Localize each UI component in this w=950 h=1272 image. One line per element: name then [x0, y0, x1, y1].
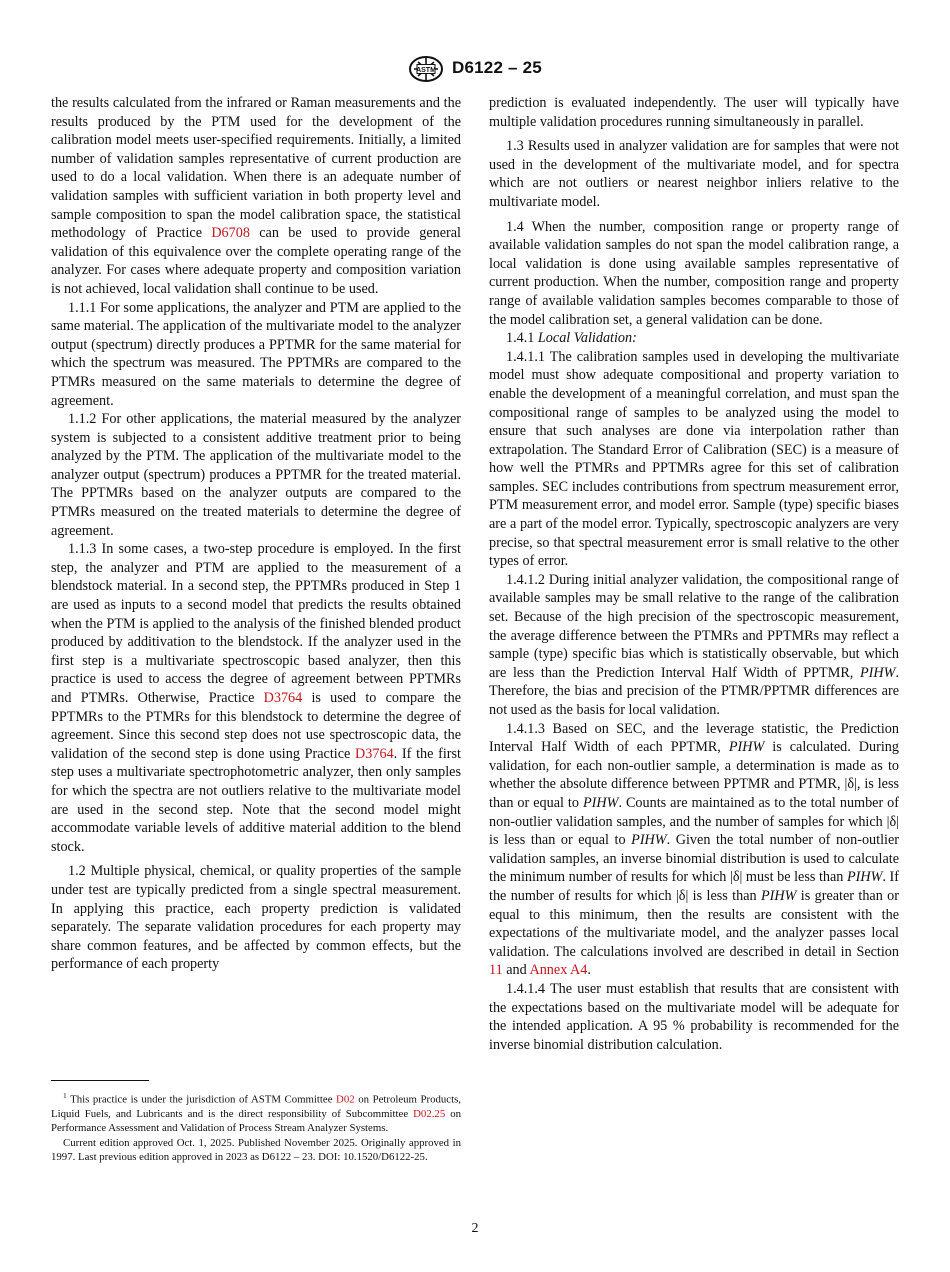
- link-d3764-second[interactable]: D3764: [355, 745, 394, 762]
- astm-logo-icon: [408, 56, 444, 82]
- link-annex-a4[interactable]: Annex A4: [529, 962, 588, 979]
- footnote-divider: [51, 1080, 149, 1081]
- paragraph-1-4-1-4: 1.4.1.4 The user must establish that results that are consistent with the expectations based on the multivariate model will be adequate for the intended application. A 95 % probability is recommended for the inverse binomial distribution calculation.: [489, 980, 899, 1053]
- link-subcommittee-d02-25[interactable]: D02.25: [413, 1108, 446, 1120]
- right-column: [489, 94, 899, 1054]
- paragraph-1-4-1: 1.4.1 Local Validation:: [506, 330, 637, 347]
- paragraph-1-4-1-3: 1.4.1.3 Based on SEC, and the leverage statistic, the Prediction Interval Half Width of each PPTMR, PIHW is calculated. During validation, for each non-outlier sample, a determination is made as to whether the absolute difference between PPTMR and PTMR, |δ|, is less than or equal to PIHW. Counts are maintained as to the total number of non-outlier validation samples, and the number of samples for which |δ| is less than or equal to PIHW. Given the total number of non-outlier validation samples, an inverse binomial distribution is used to calculate the minimum number of results for which |δ| must be less than PIHW. If the number of results for which |δ| is less than PIHW is greater than or equal to this minimum, then the results are consistent with the expectations of the multivariate model, and the analyzer passes local validation. The calculations involved are described in detail in Section 11 and Annex A4.: [489, 720, 899, 979]
- footnote-1: $^1$ This practice is under the jurisdiction of ASTM Committee D02 on Petroleum Products, Liquid Fuels, and Lubricants and is the direct responsibility of Subcommittee D02.25 on Performance Assessment and Validation of Process Stream Analyzer Systems.: [51, 1091, 461, 1135]
- page-header: [0, 56, 950, 82]
- paragraph-1-4-1-2: 1.4.1.2 During initial analyzer validation, the compositional range of available samples may be small relative to the range of the calibration set. Because of the high precision of the spectroscopic measurement, the average difference between the PTMRs and PPTMRs may reflect a sample (type) specific bias which is statistically observable, but which are less than the Prediction Interval Half Width of PPTMR, PIHW. Therefore, the bias and precision of the PTMR/PPTMR differences are not used as the basis for local validation.: [489, 571, 899, 718]
- link-committee-d02[interactable]: D02: [336, 1093, 355, 1106]
- link-section-11[interactable]: 11: [489, 962, 503, 979]
- paragraph-1-1-continued: the results calculated from the infrared or Raman measurements and the results produced by the PTM used for the development of the calibration model meets user-specified requirements. Initially, a limited number of validation samples representative of current production are used to do a local validation. When there is an adequate number of validation samples with sufficient variation in both property level and sample composition to span the model calibration space, the statistical methodology of Practice D6708 can be used to provide general validation of this equivalence over the complete operating range of the analyzer. For cases where adequate property and composition variation is not achieved, local validation shall continue to be used.: [51, 95, 461, 297]
- page-number: 2: [471, 1221, 479, 1236]
- paragraph-1-3: 1.3 Results used in analyzer validation are for samples that were not used in the development of the multivariate model, and for spectra which are not outliers or nearest neighbor inliers relative to the multivariate model.: [489, 138, 899, 210]
- paragraph-1-1-1: 1.1.1 For some applications, the analyzer and PTM are applied to the same material. The application of the multivariate model to the analyzer output (spectrum) directly produces a PPTMR for the same material for which the spectrum was measured. The PPTMRs are compared to the PTMRs measured on the same materials to determine the degree of agreement.: [51, 299, 461, 409]
- paragraph-1-1-3: 1.1.3 In some cases, a two-step procedure is employed. In the first step, the analyzer and PTM are applied to the measurement of a blendstock material. In a second step, the PPTMRs produced in Step 1 are used as inputs to a second model that predicts the results obtained when the PTM is applied to the analysis of the finished blended product produced by additivation to the blendstock. If the analyzer used in the first step is a multivariate spectroscopic based analyzer, then this practice is used to access the degree of agreement between PPTMRs and PTMRs. Otherwise, Practice D3764 is used to compare the PPTMRs to the PTMRs for this blendstock to determine the degree of agreement. Since this second step does not use spectroscopic data, the validation of the second step is done using Practice D3764. If the first step uses a multivariate spectrophotometric analyzer, then only samples for which the spectra are not outliers relative to the multivariate model are used in the second step. Note that the second model might accommodate variable levels of additive material addition to the blend stock.: [51, 541, 461, 855]
- footnotes: [51, 1089, 461, 1165]
- link-d6708[interactable]: D6708: [211, 225, 250, 242]
- paragraph-1-2-continued: prediction is evaluated independently. The user will typically have multiple validation procedures running simultaneously in parallel.: [489, 95, 899, 130]
- paragraph-1-4-1-1: 1.4.1.1 The calibration samples used in developing the multivariate model must show adequate compositional and property variation to enable the development of a meaningful correlation, and must span the compositional range of samples to be analyzed using the model to ensure that such analyses are done via interpolation rather than extrapolation. The Standard Error of Calibration (SEC) is a measure of how well the PTMRs and PPTMRs agree for this set of calibration samples. SEC includes contributions from spectrum measurement error, PTM measurement error, and model error. Sample (type) specific biases are a part of the model error. Typically, spectroscopic analyzers are very precise, so that spectral measurement error is small relative to the other types of error.: [489, 348, 899, 570]
- section-title-local-validation: Local Validation:: [537, 330, 637, 347]
- footnote-edition: Current edition approved Oct. 1, 2025. Published November 2025. Originally approved in 1997. Last previous edition approved in 2023 as D6122 – 23. DOI: 10.1520/D6122-25.: [51, 1136, 461, 1164]
- paragraph-1-1-2: 1.1.2 For other applications, the material measured by the analyzer system is subjected to a consistent additive treatment prior to being analyzed by the PTM. The application of the multivariate model to the analyzer output (spectrum) produces a PPTMR for the treated material. The PPTMRs based on the analyzer outputs are compared to the PTMRs measured on the treated materials to determine the degree of agreement.: [51, 411, 461, 539]
- link-d3764[interactable]: D3764: [263, 690, 303, 706]
- paragraph-1-2: 1.2 Multiple physical, chemical, or quality properties of the sample under test are typically predicted from a single spectral measurement. In applying this practice, each property prediction is validated separately. The separate validation procedures for each property may share common features, and be affected by common effects, but the performance of each property: [51, 863, 461, 973]
- svg-text:ASTM: ASTM: [416, 67, 436, 74]
- paragraph-1-4: 1.4 When the number, composition range or property range of available validation samples do not span the model calibration range, a local validation is done using available samples representative of current production. When the number, composition range and property range of available validation samples becomes comparable to those of the model calibration set, a general validation can be done.: [489, 218, 899, 328]
- document-id: D6122 – 25: [452, 58, 542, 77]
- left-column: [51, 94, 461, 974]
